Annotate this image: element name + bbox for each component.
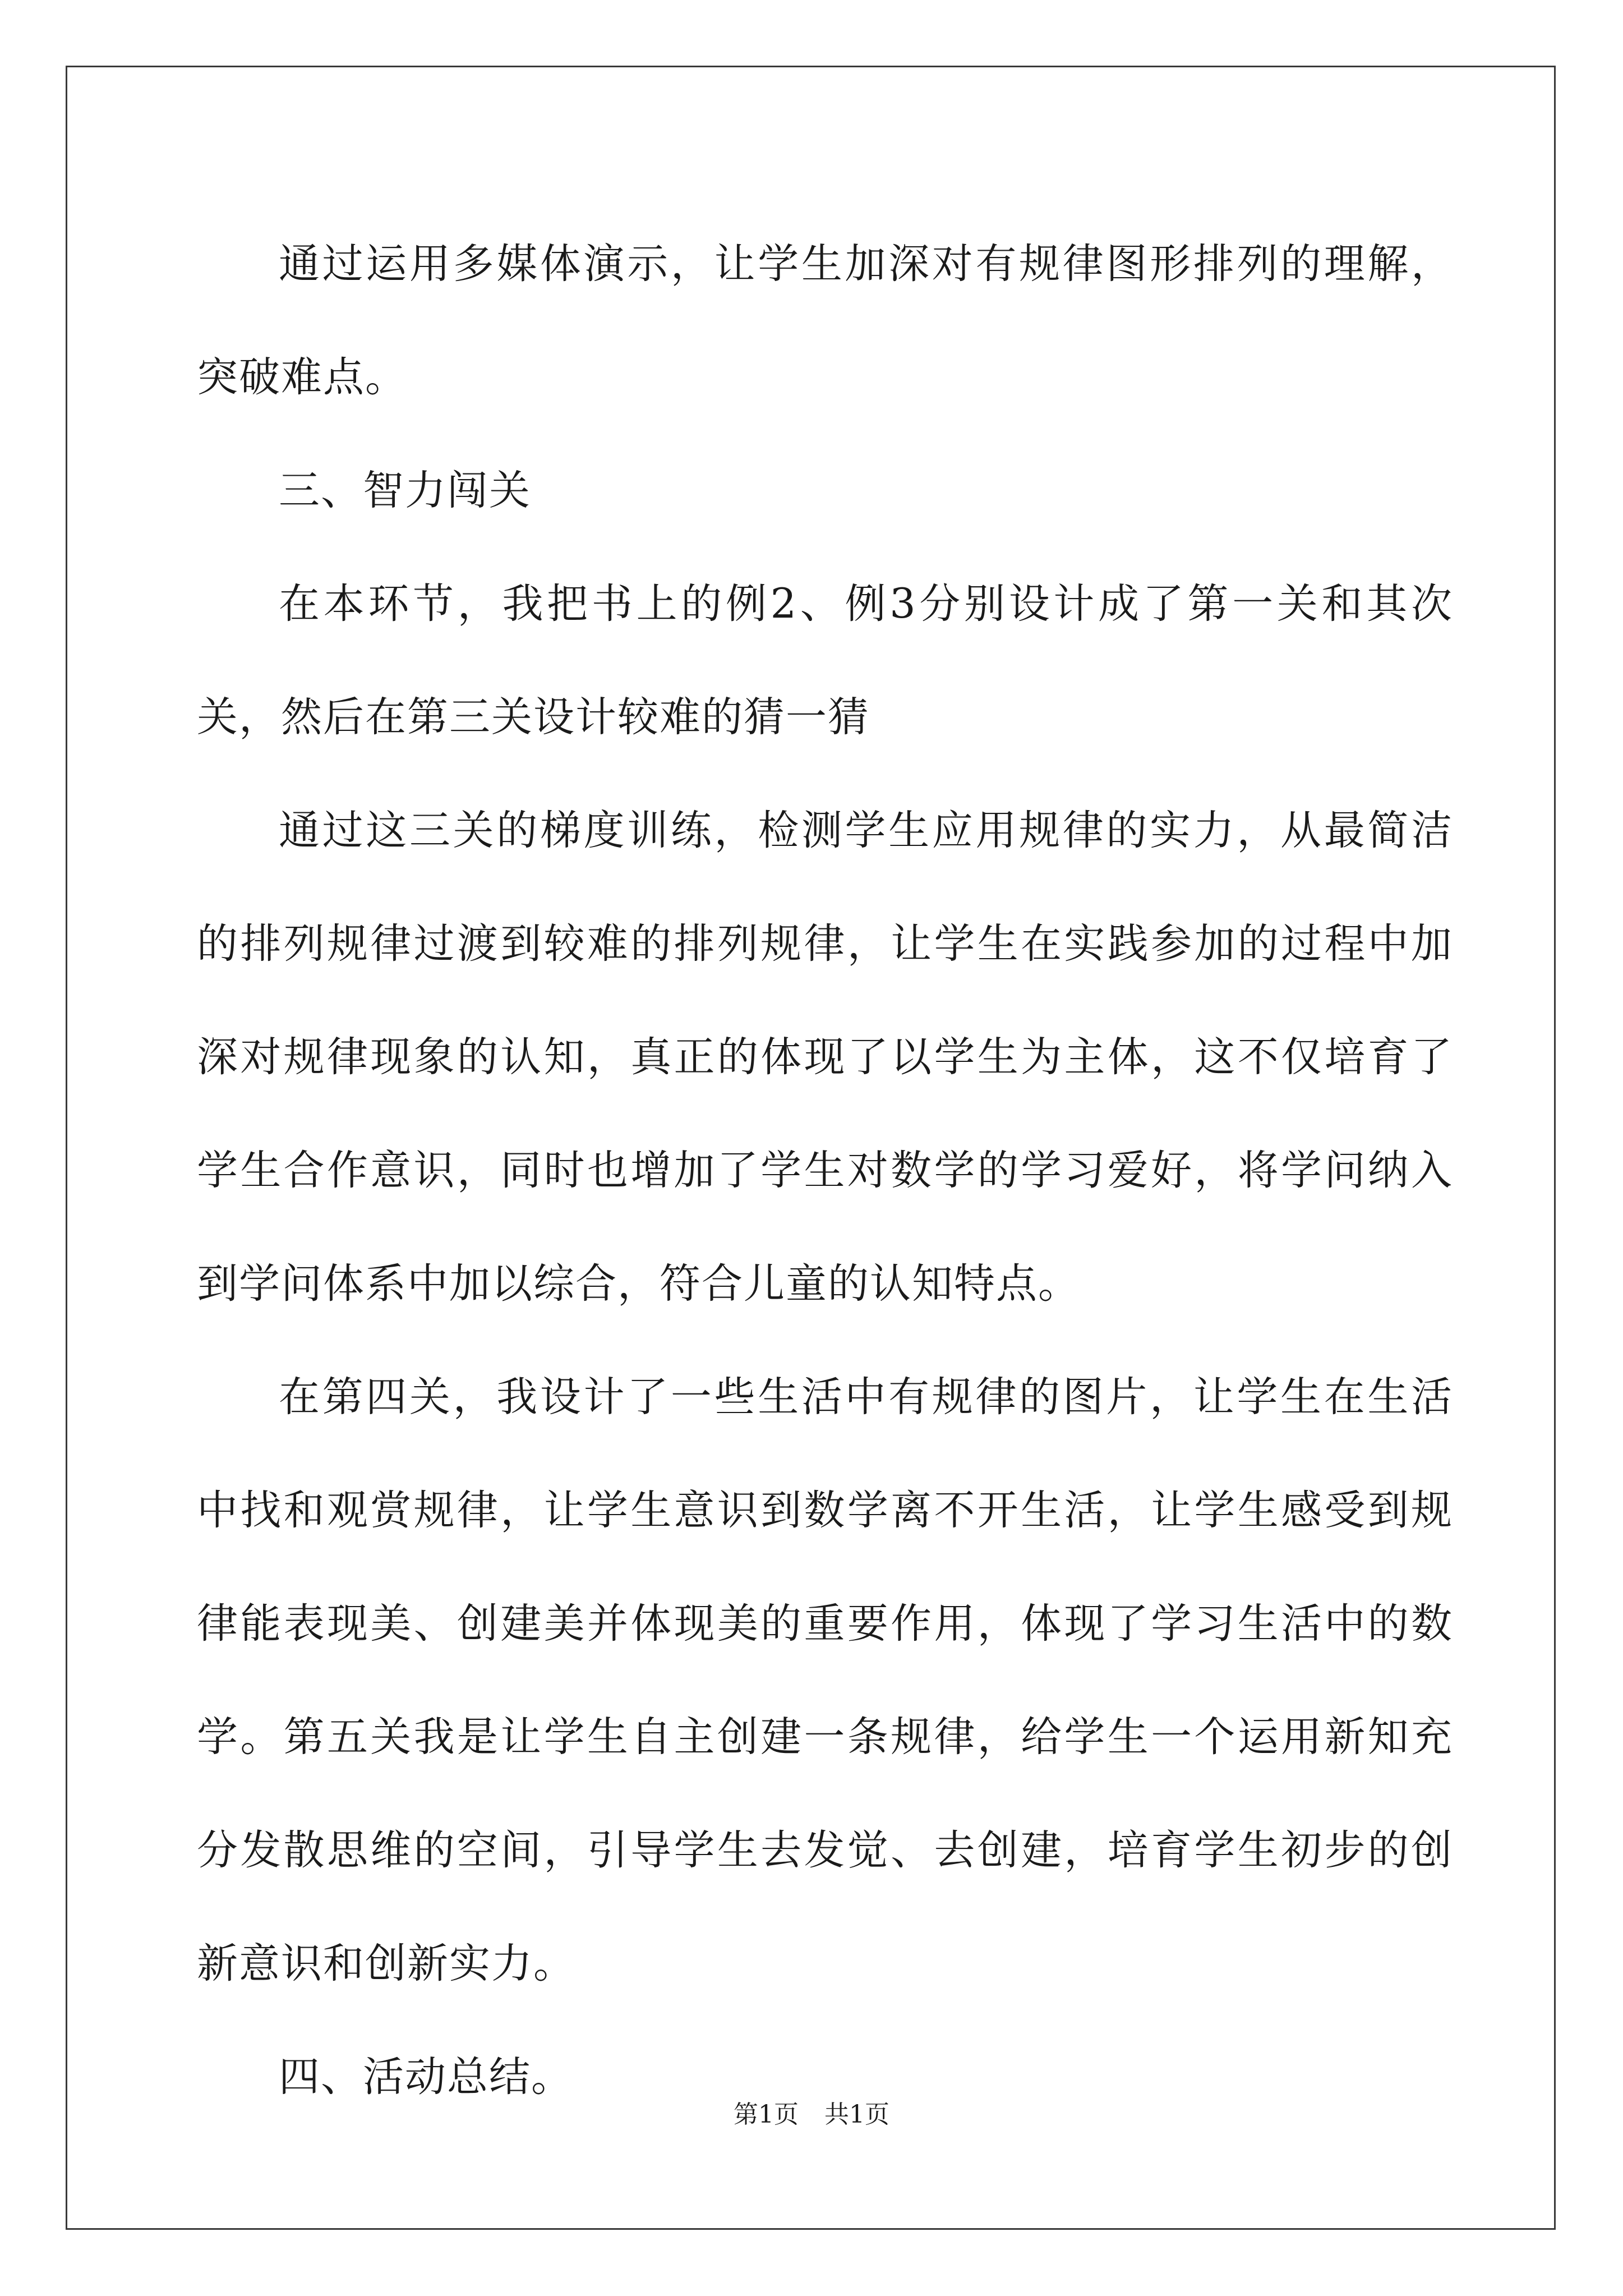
- paragraph: 在第四关，我设计了一些生活中有规律的图片，让学生在生活中找和观赏规律，让学生意识到数学离不开生活，让学生感受到规律能表现美、创建美并体现美的重要作用，体现了学习生活中的数学。第五关我是让学生自主创建一条规律，给学生一个运用新知充分发散思维的空间，引导学生去发觉、去创建，培育学生初步的创新意识和创新实力。: [197, 1373, 1453, 1987]
- page-footer: [0, 2098, 1623, 2132]
- page-total: 共1页: [824, 2100, 889, 2129]
- page-number: 第1页: [734, 2100, 799, 2129]
- paragraph: 通过运用多媒体演示，让学生加深对有规律图形排列的理解，突破难点。: [197, 240, 1453, 401]
- paragraph: 在本环节，我把书上的例2、例3分别设计成了第一关和其次关，然后在第三关设计较难的猜一猜: [197, 580, 1453, 741]
- document-body: [197, 208, 1453, 2134]
- section-heading: 三、智力闯关: [279, 467, 531, 514]
- section-heading: 四、活动总结。: [279, 2053, 573, 2101]
- paragraph: 通过这三关的梯度训练，检测学生应用规律的实力，从最简洁的排列规律过渡到较难的排列规律，让学生在实践参加的过程中加深对规律现象的认知，真正的体现了以学生为主体，这不仅培育了学生合作意识，同时也增加了学生对数学的学习爱好，将学问纳入到学问体系中加以综合，符合儿童的认知特点。: [197, 807, 1453, 1308]
